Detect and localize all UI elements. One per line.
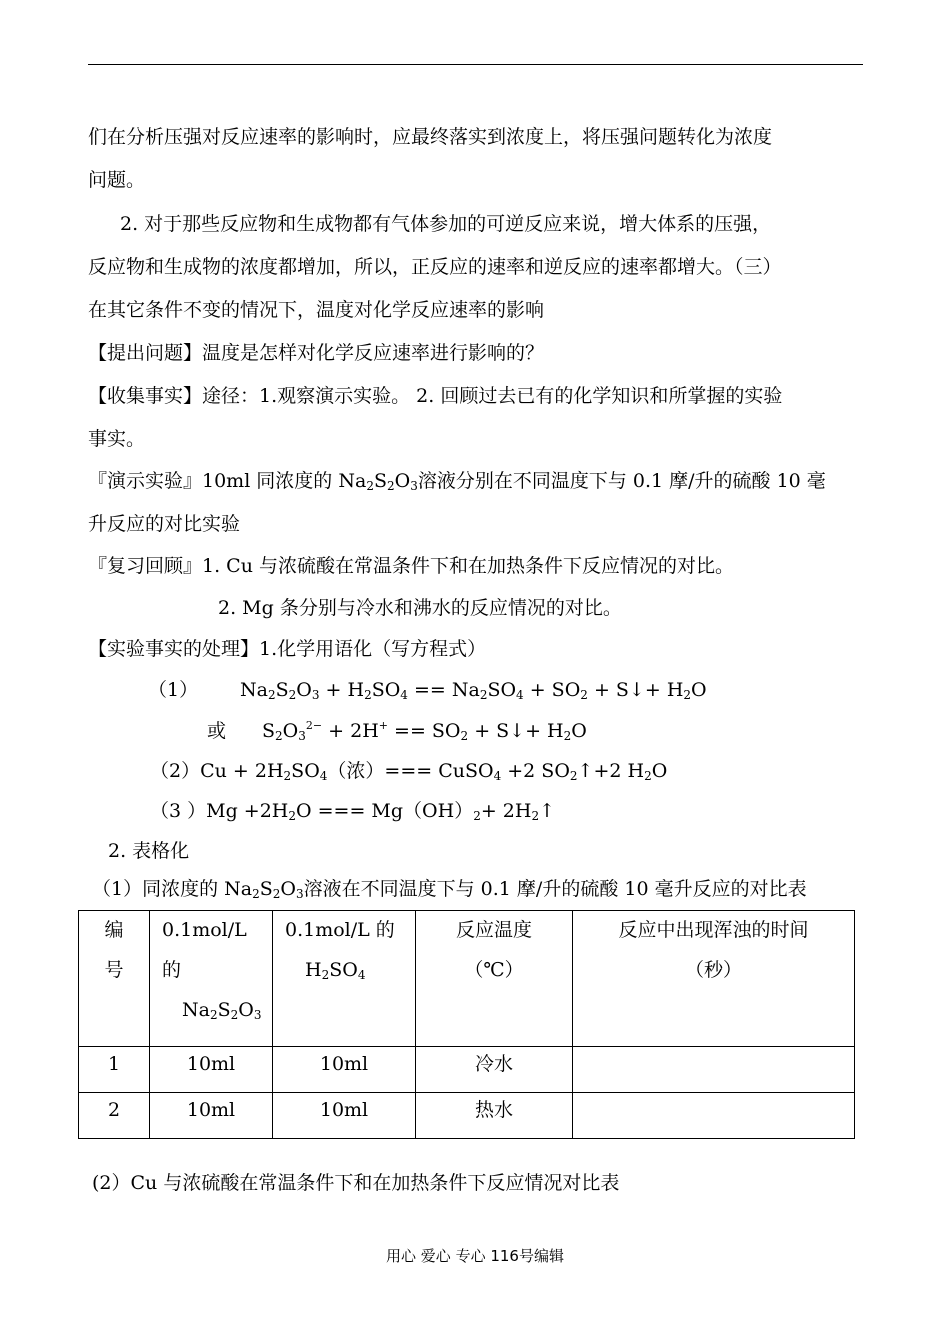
text: O — [691, 679, 707, 701]
cell-h2so4: 10ml — [273, 1093, 416, 1139]
cell-time — [573, 1093, 855, 1139]
text: （浓）=== CuSO — [327, 760, 494, 782]
subscript: 2 — [479, 688, 488, 702]
text: + 2H — [480, 800, 532, 822]
header-rule — [88, 64, 863, 65]
text: O — [282, 720, 299, 742]
text: S — [373, 470, 387, 492]
paragraph-line: 事实。 — [88, 428, 146, 450]
text: + H — [319, 679, 365, 701]
subscript: 2 — [288, 809, 297, 823]
header-text — [285, 957, 415, 983]
equation-1-ionic — [262, 718, 587, 744]
cell-number: 2 — [79, 1093, 150, 1139]
header-text — [162, 997, 272, 1023]
header-text: 的 — [162, 959, 182, 981]
header-cell-number — [79, 911, 150, 1047]
text: +2 SO — [501, 760, 570, 782]
text: SO — [329, 959, 358, 981]
cell-na2s2o3: 10ml — [150, 1047, 273, 1093]
subscript: 2 — [563, 729, 572, 743]
header-cell-na2s2o3 — [150, 911, 273, 1047]
equation-label: 或 — [207, 720, 227, 742]
subscript: 2 — [473, 809, 481, 823]
text: （3 ）Mg +2H — [150, 800, 289, 822]
subscript: 2 — [321, 968, 330, 982]
superscript: 2− — [305, 719, 323, 732]
subscript: 2 — [366, 479, 374, 493]
equation-1 — [240, 677, 707, 703]
text: ↑ — [539, 800, 556, 822]
subscript: 2 — [364, 688, 372, 702]
page-footer: 用心 爱心 专心 116号编辑 — [386, 1247, 564, 1265]
text: + S↓+ H — [587, 679, 684, 701]
subscript: 2 — [272, 887, 281, 901]
equation-2 — [150, 758, 667, 784]
cell-temperature: 热水 — [416, 1093, 573, 1139]
text: SO — [371, 679, 401, 701]
paragraph-line: 升反应的对比实验 — [88, 513, 241, 535]
header-cell-time — [573, 911, 855, 1047]
header-cell-h2so4 — [273, 911, 416, 1047]
paragraph-line: 2. 对于那些反应物和生成物都有气体参加的可逆反应来说，增大体系的压强， — [120, 213, 772, 235]
header-text: 反应温度 — [455, 919, 532, 941]
subscript: 4 — [516, 688, 524, 702]
subscript: 3 — [311, 688, 320, 702]
cell-time — [573, 1047, 855, 1093]
text: O — [394, 470, 411, 492]
text: 溶液分别在不同温度下与 0.1 摩/升的硫酸 10 毫 — [417, 470, 826, 492]
text: S — [262, 720, 276, 742]
text: （1）同浓度的 Na — [92, 878, 253, 900]
subscript: 2 — [209, 1008, 218, 1022]
processing-line: 【实验事实的处理】1.化学用语化（写方程式） — [88, 638, 487, 660]
text: + 2H — [322, 720, 379, 742]
equation-label: （1） — [148, 679, 199, 701]
text: Na — [182, 999, 210, 1021]
header-text: （秒） — [684, 959, 742, 981]
subscript: 2 — [252, 887, 260, 901]
cell-temperature: 冷水 — [416, 1047, 573, 1093]
review-line: 2. Mg 条分别与冷水和沸水的反应情况的对比。 — [218, 597, 622, 619]
subscript: 2 — [683, 688, 692, 702]
text: + SO — [523, 679, 581, 701]
text: Na — [240, 679, 268, 701]
header-cell-temperature — [416, 911, 573, 1047]
table-header-row — [79, 911, 855, 1047]
subscript: 2 — [569, 769, 578, 783]
paragraph-line: 反应物和生成物的浓度都增加，所以，正反应的速率和逆反应的速率都增大。（三） — [88, 256, 782, 278]
cell-h2so4: 10ml — [273, 1047, 416, 1093]
cell-na2s2o3: 10ml — [150, 1093, 273, 1139]
question-line: 【提出问题】温度是怎样对化学反应速率进行影响的？ — [88, 342, 545, 364]
text: S — [259, 878, 273, 900]
subscript: 2 — [531, 809, 540, 823]
subscript: 2 — [460, 729, 469, 743]
text: O — [238, 999, 254, 1021]
superscript: + — [378, 719, 388, 732]
table-caption: (2）Cu 与浓硫酸在常温条件下和在加热条件下反应情况对比表 — [92, 1172, 620, 1194]
paragraph-line: 们在分析压强对反应速率的影响时，应最终落实到浓度上，将压强问题转化为浓度 — [88, 126, 773, 148]
text: O — [280, 878, 296, 900]
paragraph-line: 在其它条件不变的情况下，温度对化学反应速率的影响 — [88, 299, 545, 321]
header-text: 号 — [104, 959, 124, 981]
subscript: 2 — [580, 688, 588, 702]
subscript: 3 — [295, 887, 304, 901]
subscript: 3 — [410, 479, 418, 493]
text: == Na — [407, 679, 480, 701]
equation-3 — [150, 798, 555, 824]
table-row — [79, 1093, 855, 1139]
subscript: 2 — [288, 688, 297, 702]
text: H — [305, 959, 322, 981]
text: O — [571, 720, 587, 742]
subscript: 2 — [267, 688, 276, 702]
table-row — [79, 1047, 855, 1093]
text: SO — [487, 679, 517, 701]
subscript: 4 — [400, 688, 408, 702]
subscript: 2 — [644, 769, 652, 783]
text: S — [275, 679, 289, 701]
text: 溶液在不同温度下与 0.1 摩/升的硫酸 10 毫升反应的对比表 — [303, 878, 807, 900]
text: SO — [291, 760, 320, 782]
header-text: （℃） — [464, 959, 524, 981]
comparison-table — [78, 910, 855, 1139]
section-heading: 2. 表格化 — [108, 840, 190, 862]
subscript: 4 — [493, 769, 502, 783]
text: + S↓+ H — [468, 720, 564, 742]
subscript: 2 — [386, 479, 395, 493]
facts-line: 【收集事实】途径：1.观察演示实验。 2. 回顾过去已有的化学知识和所掌握的实验 — [88, 385, 783, 407]
text: 『演示实验』10ml 同浓度的 Na — [88, 470, 367, 492]
paragraph-line: 问题。 — [88, 169, 146, 191]
text: O — [296, 679, 312, 701]
text: == SO — [388, 720, 461, 742]
text: O — [651, 760, 668, 782]
text: （2）Cu + 2H — [150, 760, 284, 782]
subscript: 4 — [319, 769, 328, 783]
review-line: 『复习回顾』1. Cu 与浓硫酸在常温条件下和在加热条件下反应情况的对比。 — [88, 555, 734, 577]
cell-number: 1 — [79, 1047, 150, 1093]
text: O === Mg（OH） — [296, 800, 474, 822]
table-caption — [92, 876, 807, 902]
header-text: 反应中出现浑浊的时间 — [618, 919, 809, 941]
demo-experiment-line — [88, 468, 826, 494]
text: S — [217, 999, 231, 1021]
header-text: 0.1mol/L — [162, 919, 247, 941]
header-text: 编 — [104, 919, 124, 941]
header-text: 0.1mol/L 的 — [285, 919, 395, 941]
subscript: 4 — [357, 968, 366, 982]
subscript: 2 — [275, 729, 283, 743]
subscript: 3 — [298, 729, 306, 743]
subscript: 2 — [283, 769, 292, 783]
text: ↑+2 H — [577, 760, 645, 782]
subscript: 3 — [253, 1008, 262, 1022]
subscript: 2 — [230, 1008, 239, 1022]
